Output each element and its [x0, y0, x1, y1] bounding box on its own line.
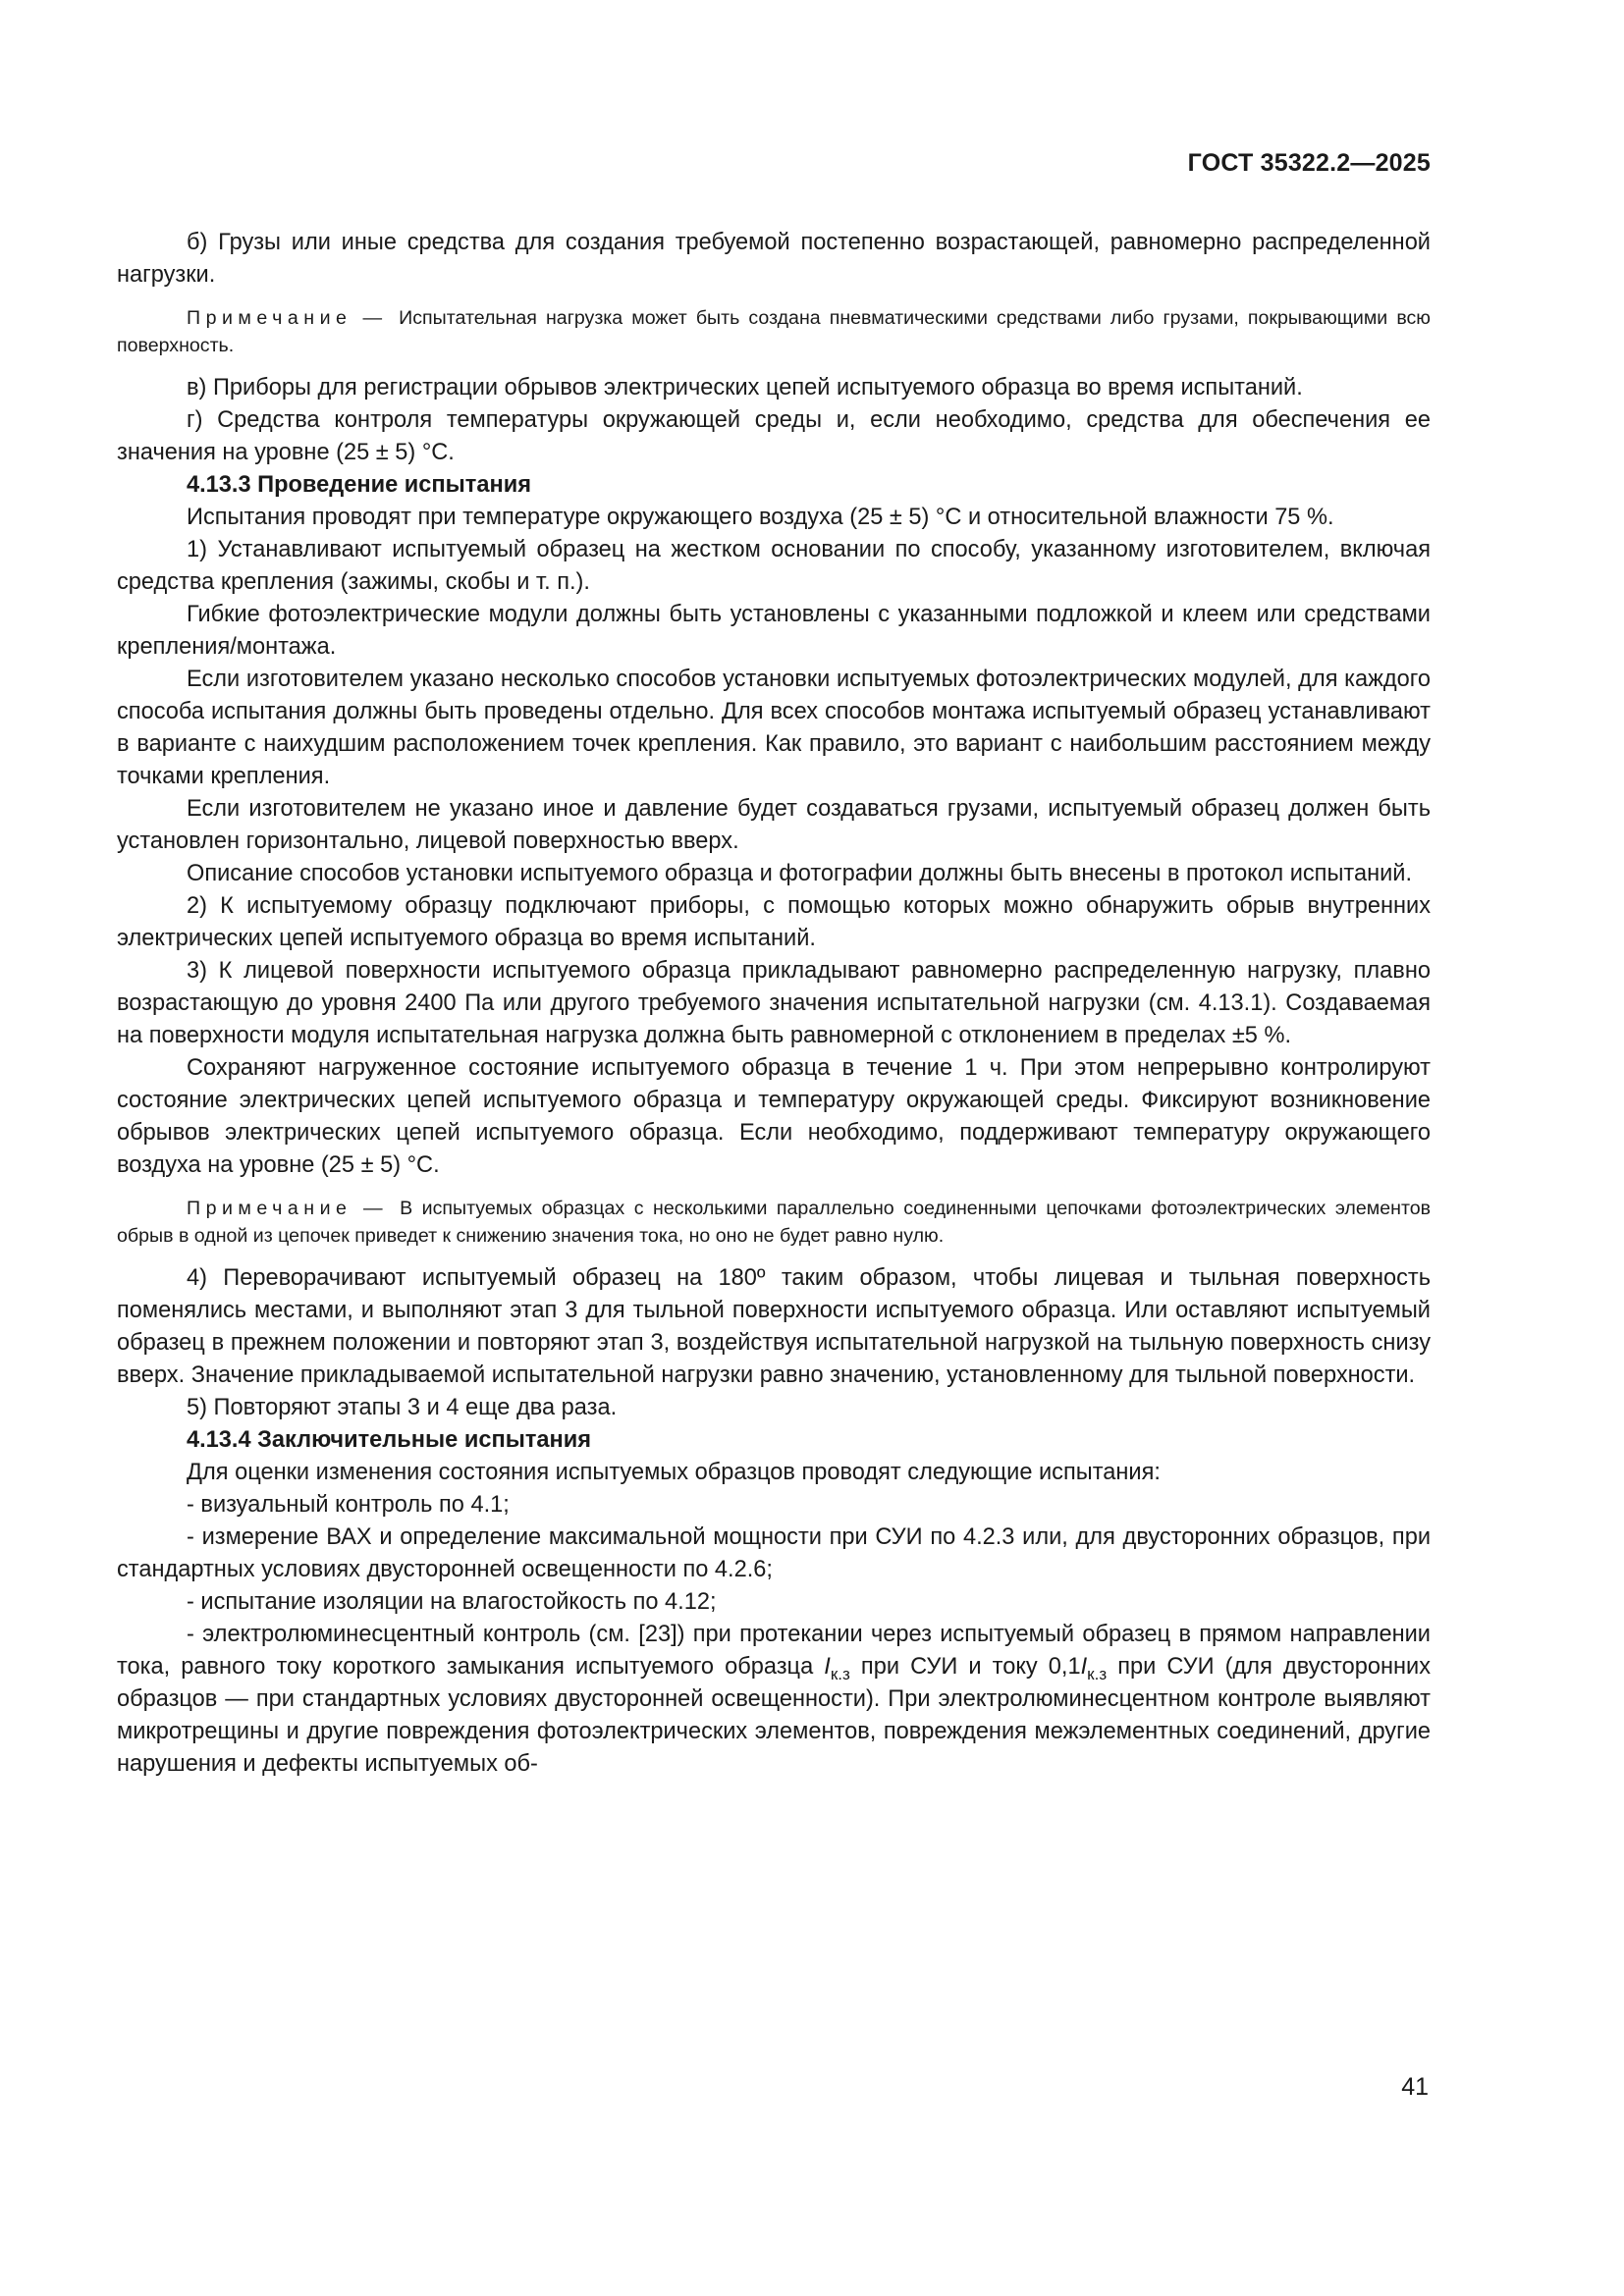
paragraph: Если изготовителем не указано иное и давление будет создаваться грузами, испытуемый образец должен быть установлен горизонтально, лицевой поверхностью вверх. — [117, 796, 1431, 854]
paragraph: Испытания проводят при температуре окружающего воздуха (25 ± 5) °С и относительной влажности 75 %. — [187, 505, 1334, 530]
paragraph-v-instruments: в) Приборы для регистрации обрывов электрических цепей испытуемого образца во время испытаний. — [187, 375, 1303, 400]
page-number: 41 — [1401, 2073, 1429, 2101]
paragraph-step-1: 1) Устанавливают испытуемый образец на жестком основании по способу, указанному изготовителем, включая средства крепления (зажимы, скобы и т. п.). — [117, 537, 1431, 595]
paragraph-step-2: 2) К испытуемому образцу подключают приборы, с помощью которых можно обнаружить обрыв внутренних электрических цепей испытуемого образца во время испытаний. — [117, 893, 1431, 951]
paragraph-g-temperature: г) Средства контроля температуры окружающей среды и, если необходимо, средства для обеспечения ее значения на уровне (25 ± 5) °С. — [117, 407, 1431, 465]
document-code-header: ГОСТ 35322.2—2025 — [1187, 149, 1431, 177]
paragraph-step-4: 4) Переворачивают испытуемый образец на 180º таким образом, чтобы лицевая и тыльная поверхность поменялись местами, и выполняют этап 3 для тыльной поверхности испытуемого образца. Или оставляют испытуемый образец в прежнем положении и повторяют этап 3, воздействуя испытательной нагрузкой на тыльную поверхность снизу вверх. Значение прикладываемой испытательной нагрузки равно значению, установленному для тыльной поверхности. — [117, 1265, 1431, 1388]
current-subscript: к.з — [1087, 1665, 1108, 1683]
text-segment: при СУИ и току 0,1 — [849, 1654, 1081, 1680]
section-heading-4-13-4: 4.13.4 Заключительные испытания — [187, 1427, 592, 1453]
note-dash: — — [353, 307, 392, 329]
paragraph: Для оценки изменения состояния испытуемых образцов проводят следующие испытания: — [187, 1460, 1161, 1485]
paragraph: Описание способов установки испытуемого образца и фотографии должны быть внесены в протокол испытаний. — [187, 861, 1413, 886]
text-segment: при СУИ (для двусторонних образцов — при стандартных условиях двусторонней освещенности). При электролюминесцентном контроле выявляют микротрещины и другие повреждения фотоэлектрических элементов, повреждения межэлементных соединений, другие нарушения и дефекты испытуемых об- — [117, 1654, 1431, 1777]
note-text: В испытуемых образцах с несколькими параллельно соединенными цепочками фотоэлектрических элементов обрыв в одной из цепочек приведет к снижению значения тока, но оно не будет равно нулю. — [117, 1198, 1432, 1247]
text-segment: - электролюминесцентный контроль (см. [23]) при протекании через испытуемый образец в прямом направлении тока, равного току короткого замыкания испытуемого образца — [117, 1622, 1431, 1680]
note-label: Примечание — [187, 307, 352, 329]
paragraph: Если изготовителем указано несколько способов установки испытуемых фотоэлектрических модулей, для каждого способа испытания должны быть проведены отдельно. Для всех способов монтажа испытуемый образец устанавливают в варианте с наихудшим расположением точек крепления. Как правило, это вариант с наибольшим расстоянием между точками крепления. — [117, 667, 1431, 789]
note-dash: — — [353, 1198, 393, 1219]
current-subscript: к.з — [830, 1665, 850, 1683]
document-body — [117, 227, 1431, 1781]
current-symbol: I — [1080, 1654, 1088, 1680]
section-heading-4-13-3: 4.13.3 Проведение испытания — [187, 472, 532, 498]
list-item: - измерение ВАХ и определение максимальной мощности при СУИ по 4.2.3 или, для двусторонних образцов, при стандартных условиях двусторонней освещенности по 4.2.6; — [117, 1524, 1431, 1582]
note-label: Примечание — [187, 1198, 352, 1219]
note-1 — [117, 304, 1431, 359]
list-item: - визуальный контроль по 4.1; — [187, 1492, 510, 1518]
list-item: - испытание изоляции на влагостойкость по 4.12; — [187, 1589, 717, 1615]
paragraph-step-3: 3) К лицевой поверхности испытуемого образца прикладывают равномерно распределенную нагрузку, плавно возрастающую до уровня 2400 Па или другого требуемого значения испытательной нагрузки (см. 4.13.1). Создаваемая на поверхности модуля испытательная нагрузка должна быть равномерной с отклонением в пределах ±5 %. — [117, 958, 1431, 1048]
note-2 — [117, 1195, 1431, 1250]
paragraph: Сохраняют нагруженное состояние испытуемого образца в течение 1 ч. При этом непрерывно контролируют состояние электрических цепей испытуемого образца и температуру окружающей среды. Фиксируют возникновение обрывов электрических цепей испытуемого образца. Если необходимо, поддерживают температуру окружающего воздуха на уровне (25 ± 5) °С. — [117, 1055, 1431, 1178]
list-item-electroluminescence — [117, 1619, 1431, 1781]
note-text: Испытательная нагрузка может быть создана пневматическими средствами либо грузами, покрывающими всю поверхность. — [117, 307, 1431, 356]
paragraph-b-weights: б) Грузы или иные средства для создания требуемой постепенно возрастающей, равномерно распределенной нагрузки. — [117, 230, 1431, 288]
current-symbol: I — [824, 1654, 831, 1680]
paragraph: Гибкие фотоэлектрические модули должны быть установлены с указанными подложкой и клеем или средствами крепления/монтажа. — [117, 602, 1431, 660]
paragraph-step-5: 5) Повторяют этапы 3 и 4 еще два раза. — [187, 1395, 618, 1420]
